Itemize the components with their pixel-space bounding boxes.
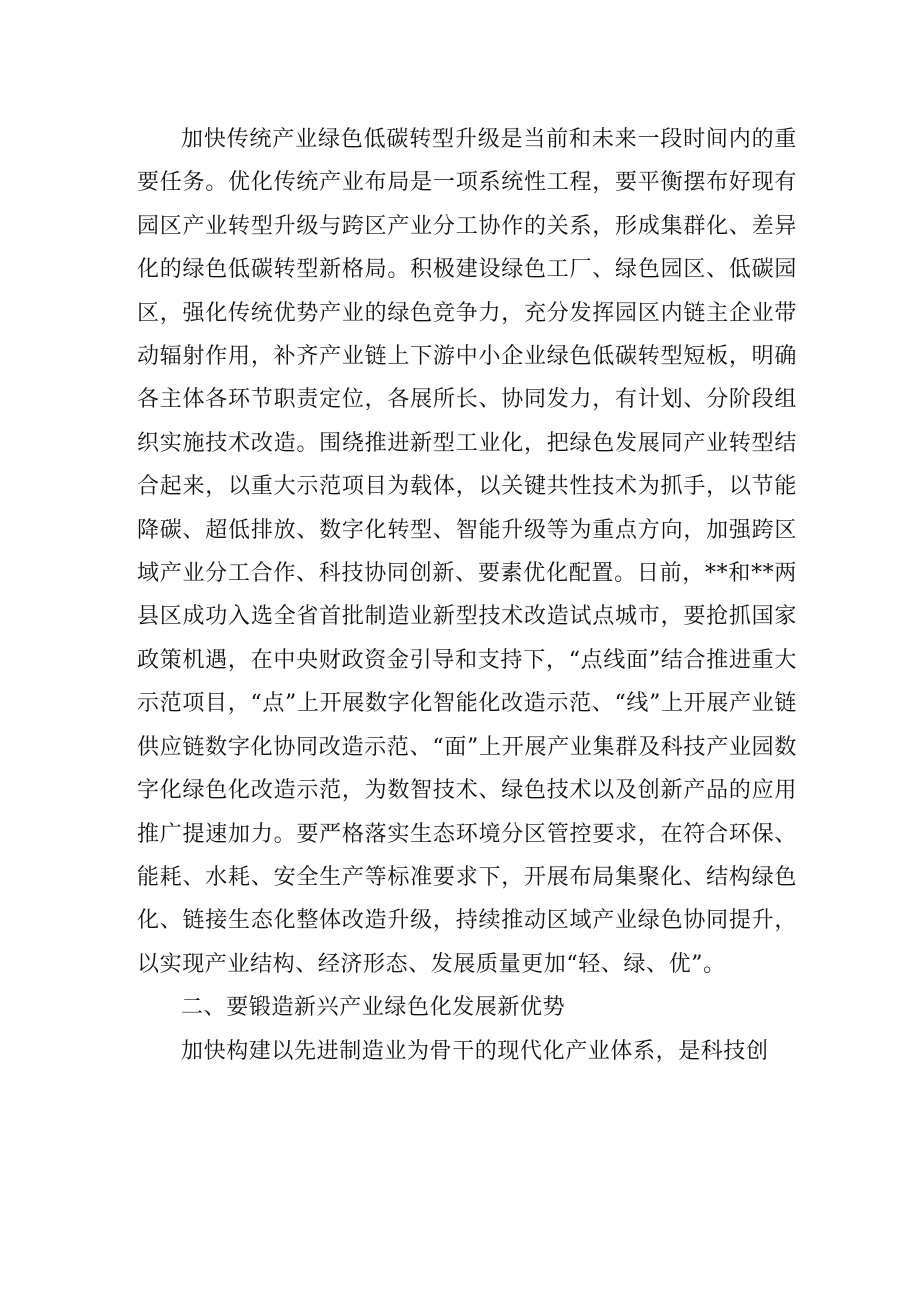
section-heading-2: 二、要锻造新兴产业绿色化发展新优势 xyxy=(181,995,566,1021)
document-body xyxy=(137,118,797,1073)
body-paragraph-2: 加快构建以先进制造业为骨干的现代化产业体系，是科技创 xyxy=(181,1038,769,1064)
body-paragraph-1: 加快传统产业绿色低碳转型升级是当前和未来一段时间内的重要任务。优化传统产业布局是一项系统性工程，要平衡摆布好现有园区产业转型升级与跨区产业分工协作的关系，形成集群化、差异化的绿色低碳转型新格局。积极建设绿色工厂、绿色园区、低碳园区，强化传统优势产业的绿色竞争力，充分发挥园区内链主企业带动辐射作用，补齐产业链上下游中小企业绿色低碳转型短板，明确各主体各环节职责定位，各展所长、协同发力，有计划、分阶段组织实施技术改造。围绕推进新型工业化，把绿色发展同产业转型结合起来，以重大示范项目为载体，以关键共性技术为抓手，以节能降碳、超低排放、数字化转型、智能升级等为重点方向，加强跨区域产业分工合作、科技协同创新、要素优化配置。日前，**和**两县区成功入选全省首批制造业新型技术改造试点城市，要抢抓国家政策机遇，在中央财政资金引导和支持下，“点线面”结合推进重大示范项目，“点”上开展数字化智能化改造示范、“线”上开展产业链供应链数字化协同改造示范、“面”上开展产业集群及科技产业园数字化绿色化改造示范，为数智技术、绿色技术以及创新产品的应用推广提速加力。要严格落实生态环境分区管控要求，在符合环保、能耗、水耗、安全生产等标准要求下，开展布局集聚化、结构绿色化、链接生态化整体改造升级，持续推动区域产业绿色协同提升，以实现产业结构、经济形态、发展质量更加“轻、绿、优”。 xyxy=(137,127,797,977)
